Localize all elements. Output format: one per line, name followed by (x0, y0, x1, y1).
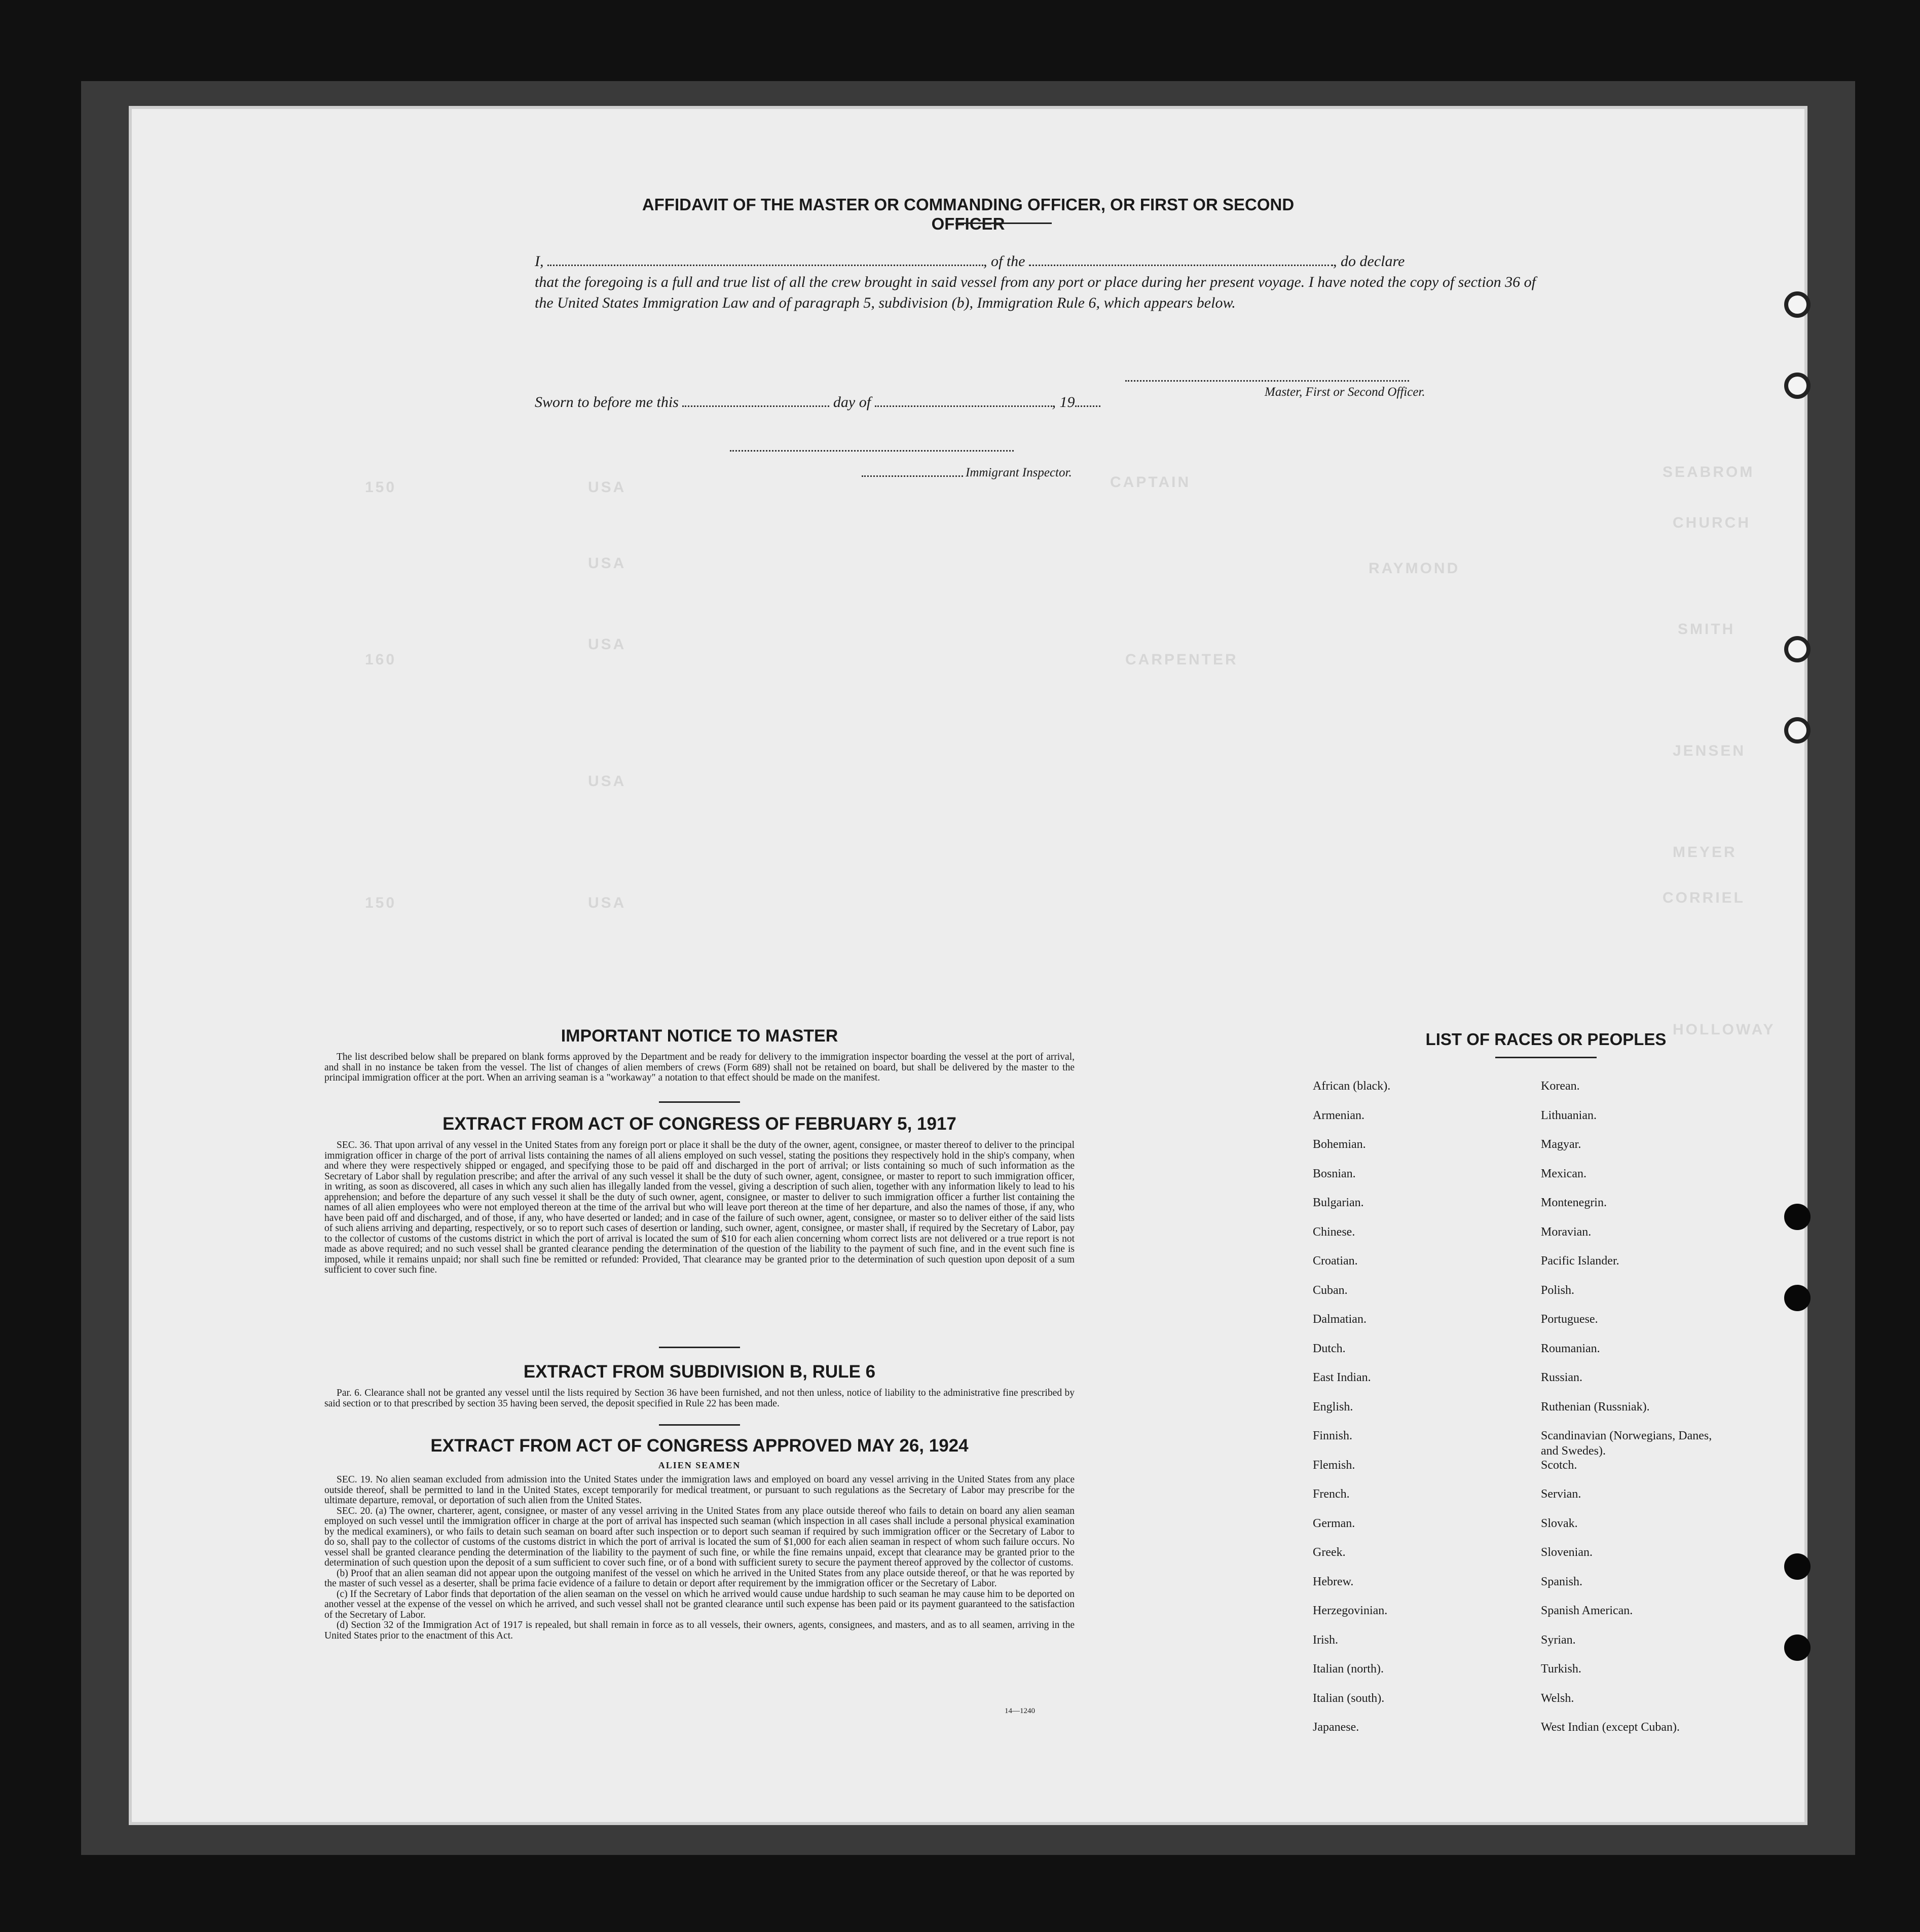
race-item: Dalmatian. (1313, 1313, 1367, 1326)
race-item: English. (1313, 1400, 1353, 1414)
race-item: Cuban. (1313, 1283, 1348, 1297)
race-item: Slovak. (1541, 1516, 1578, 1530)
sworn-month-field[interactable] (875, 395, 1052, 407)
race-item: Armenian. (1313, 1108, 1364, 1122)
notice-paragraph: The list described below shall be prepared on blank forms approved by the Department and be ready for delivery to the immigration inspector boarding the vessel at the port of arrival, and shall in no instance be taken from the vessel. The list of changes of alien members of crews (Form 689) shall not be retained on board, but shall be delivered by the master to the principal immigration officer at the port. When an arriving seaman is a "workaway" a notation to that effect should be made on the manifest. (324, 1052, 1075, 1083)
bleed-through-text: USA (588, 773, 626, 790)
bleed-through-text: 150 (365, 479, 397, 496)
race-item: Roumanian. (1541, 1342, 1600, 1355)
section-rule (659, 1347, 740, 1348)
sec-20d-paragraph: (d) Section 32 of the Immigration Act of 1917 is repealed, but shall remain in force as to all vessels, their owners, agents, consignees, and masters, and as to all seamen, arriving in the United States prior to the enactment of this Act. (324, 1620, 1075, 1641)
race-item: Welsh. (1541, 1691, 1574, 1705)
race-item: Magyar. (1541, 1138, 1581, 1151)
binder-hole (1784, 1285, 1811, 1311)
race-item: Finnish. (1313, 1429, 1353, 1442)
declarant-prefix: I, (535, 253, 544, 270)
bleed-through-text: SEABROM (1663, 464, 1755, 480)
race-item: Mexican. (1541, 1167, 1586, 1180)
race-item: Korean. (1541, 1080, 1580, 1093)
bleed-through-text: USA (588, 555, 626, 572)
bleed-through-text: CORRIEL (1663, 889, 1745, 906)
race-item: East Indian. (1313, 1371, 1371, 1384)
race-item: Italian (south). (1313, 1691, 1385, 1705)
race-item: Herzegovinian. (1313, 1604, 1388, 1617)
race-item: Moravian. (1541, 1225, 1592, 1239)
race-item: West Indian (except Cuban). (1541, 1721, 1680, 1734)
race-item: Spanish American. (1541, 1604, 1633, 1617)
race-item: Japanese. (1313, 1721, 1359, 1734)
extract-1917-title: EXTRACT FROM ACT OF CONGRESS OF FEBRUARY 5, 1917 (442, 1114, 956, 1134)
bleed-through-text: JENSEN (1673, 742, 1746, 759)
master-signature-line[interactable] (1125, 380, 1409, 382)
bleed-through-text: USA (588, 895, 626, 911)
bleed-through-text: HOLLOWAY (1673, 1021, 1776, 1038)
race-item: Scotch. (1541, 1458, 1577, 1472)
inspector-signature-label: Immigrant Inspector. (966, 466, 1072, 479)
race-item: Russian. (1541, 1371, 1583, 1384)
race-item: Lithuanian. (1541, 1108, 1597, 1122)
race-item: Chinese. (1313, 1225, 1355, 1239)
race-item: Montenegrin. (1541, 1196, 1607, 1209)
inspector-signature-line[interactable] (730, 450, 1014, 452)
sec-20a-paragraph: SEC. 20. (a) The owner, charterer, agent, consignee, or master of any vessel arriving in the United States from any place outside thereof who fails to detain on board any alien seaman employed on such vessel until the immigration officer in charge at the port of arrival has inspected such seaman (which inspection in all cases shall include a personal physical examination by the medical examiners), or who fails to detain such seaman on board after such inspection or to deport such seaman if required by such immigration officer or the Secretary of Labor to do so, shall pay to the collector of customs of the customs district in which the port of arrival is located the sum of $1,000 for each alien seaman in respect of whom such failure occurs. No vessel shall be granted clearance pending the determination of the liability to the payment of such fine, or while the fine remains unpaid, except that clearance may be granted prior to the determination of such question upon the deposit of a sum sufficient to cover such fine, or of a bond with sufficient surety to secure the payment thereof approved by the collector of customs. (324, 1505, 1075, 1568)
vessel-prefix: , of the (983, 253, 1025, 270)
race-item: Bosnian. (1313, 1167, 1356, 1180)
notice-title: IMPORTANT NOTICE TO MASTER (561, 1026, 838, 1046)
declaration-line (535, 251, 1538, 272)
race-item: German. (1313, 1516, 1355, 1530)
race-item: Hebrew. (1313, 1575, 1354, 1588)
title-rule (955, 222, 1052, 224)
sworn-year-prefix: , 19 (1052, 394, 1075, 411)
bleed-through-text: 160 (365, 651, 397, 668)
binder-hole (1784, 717, 1811, 744)
bleed-through-text: 150 (365, 895, 397, 911)
binder-hole (1784, 373, 1811, 399)
sworn-day-field[interactable] (682, 395, 829, 407)
bleed-through-text: MEYER (1673, 844, 1737, 861)
inspector-signature-line-2[interactable] (862, 475, 963, 477)
binder-hole (1784, 636, 1811, 662)
races-right-column (1541, 1079, 1723, 1749)
race-item: Greek. (1313, 1546, 1346, 1559)
bleed-through-text: USA (588, 479, 626, 496)
races-left-column (1313, 1079, 1390, 1749)
notice-text (324, 1052, 1075, 1084)
form-number: 14—1240 (1005, 1707, 1035, 1715)
race-item: Croatian. (1313, 1254, 1358, 1268)
race-item: Dutch. (1313, 1342, 1346, 1355)
sworn-year-field[interactable] (1075, 395, 1100, 407)
extract-rule6-title: EXTRACT FROM SUBDIVISION B, RULE 6 (523, 1362, 876, 1382)
race-item: Ruthenian (Russniak). (1541, 1400, 1650, 1414)
section-rule (659, 1424, 740, 1426)
bleed-through-text: USA (588, 636, 626, 653)
races-title: LIST OF RACES OR PEOPLES (1425, 1030, 1667, 1049)
vessel-name-field[interactable] (1029, 254, 1333, 266)
extract-rule6-text (324, 1388, 1075, 1409)
affidavit-title: AFFIDAVIT OF THE MASTER OR COMMANDING OFFICER, OR FIRST OR SECOND OFFICER (642, 195, 1295, 233)
binder-hole (1784, 1553, 1811, 1580)
race-item: Polish. (1541, 1283, 1575, 1297)
extract-1924-title: EXTRACT FROM ACT OF CONGRESS APPROVED MAY 26, 1924 (430, 1436, 969, 1456)
sec-20b-paragraph: (b) Proof that an alien seaman did not appear upon the outgoing manifest of the vessel on which he arrived in the United States from any place outside thereof, or that he was reported by the master of such vessel as a deserter, shall be prima facie evidence of a failure to detain or deport after requirement by the immigration officer or the Secretary of Labor. (324, 1568, 1075, 1589)
sec-19-paragraph: SEC. 19. No alien seaman excluded from admission into the United States under the immigration laws and employed on board any vessel arriving in the United States from any place outside thereof, shall be permitted to land in the United States, except temporarily for medical treatment, or pursuant to such regulations as the Secretary of Labor may prescribe for the ultimate departure, removal, or deportation of such alien from the United States. (324, 1474, 1075, 1506)
race-item: Flemish. (1313, 1458, 1355, 1472)
race-item: Syrian. (1541, 1633, 1576, 1647)
race-item: Scandinavian (Norwegians, Danes, and Swedes). (1541, 1429, 1712, 1458)
sworn-day-of: day of (833, 394, 871, 411)
extract-1917-text (324, 1140, 1075, 1276)
races-title-rule (1495, 1057, 1597, 1058)
alien-seamen-subtitle: ALIEN SEAMEN (658, 1460, 741, 1470)
sworn-prefix: Sworn to before me this (535, 394, 679, 411)
race-item: Servian. (1541, 1488, 1581, 1501)
binder-hole (1784, 1204, 1811, 1230)
affidavit-body: that the foregoing is a full and true list of all the crew brought in said vessel from any port or place during her present voyage. I have noted the copy of section 36 of the United States Immigration Law and of paragraph 5, subdivision (b), Immigration Rule 6, which appears below. (535, 274, 1536, 311)
race-item: Bulgarian. (1313, 1196, 1364, 1209)
race-item: Portuguese. (1541, 1313, 1598, 1326)
bleed-through-text: SMITH (1678, 621, 1736, 638)
race-item: Bohemian. (1313, 1138, 1366, 1151)
race-item: French. (1313, 1488, 1350, 1501)
sec-20c-paragraph: (c) If the Secretary of Labor finds that deportation of the alien seaman on the vessel on which he arrived would cause undue hardship to such seaman he may cause him to be deported on another vessel at the expense of the vessel on which he arrived, and such vessel shall not be granted clearance until such expense has been paid or its payment guaranteed to the satisfaction of the Secretary of Labor. (324, 1588, 1075, 1620)
section-36-paragraph: SEC. 36. That upon arrival of any vessel in the United States from any foreign port or place it shall be the duty of the owner, agent, consignee, or master thereof to deliver to the principal immigration officer in charge of the port of arrival lists containing the names of all aliens employed on such vessel, stating the positions they respectively hold in the ship's company, when and where they were respectively shipped or engaged, and specifying those to be paid off and discharged in the port of arrival; or lists containing so much of such information as the Secretary of Labor shall by regulation prescribe; and after the arrival of any such vessel it shall be the duty of such owner, agent, consignee, or master to report to such immigration officer, in writing, as soon as discovered, all cases in which any such alien has illegally landed from the vessel, giving a description of such alien, together with any information likely to lead to his apprehension; and before the departure of any such vessel it shall be the duty of such owner, agent, consignee, or master to deliver to such immigration officer a further list containing the names of all alien employees who were not employed thereon at the time of the arrival but who will leave port thereon at the time of her departure, and also the names of those, if any, who have been paid off and discharged, and of those, if any, who have deserted or landed; and in case of the failure of such owner, agent, consignee, or master so to deliver either of the said lists of such aliens arriving and departing, respectively, or so to report such cases of desertion or landing, such owner, agent, consignee, or master shall, if required by the Secretary of Labor, pay to the collector of customs of the customs district in which the port of arrival is located the sum of $10 for each alien concerning whom correct lists are not delivered or a true report is not made as above required; and no such vessel shall be granted clearance pending the determination of the question of the liability to the payment of such fine, and in the event such fine is imposed, while it remains unpaid; nor shall such fine be remitted or refunded: Provided, That clearance may be granted prior to the determination of such question upon deposit of a sum sufficient to cover such fine. (324, 1140, 1075, 1275)
race-item: Slovenian. (1541, 1546, 1593, 1559)
master-signature-label: Master, First or Second Officer. (1265, 385, 1425, 399)
binder-hole (1784, 291, 1811, 318)
rule6-paragraph: Par. 6. Clearance shall not be granted any vessel until the lists required by Section 36 have been furnished, and not then unless, notice of liability to the administrative fine prescribed by said section or to that prescribed by section 35 having been served, the deposit specified in Rule 22 has been made. (324, 1388, 1075, 1409)
race-item: Spanish. (1541, 1575, 1583, 1588)
binder-hole (1784, 1634, 1811, 1661)
bleed-through-text: RAYMOND (1369, 560, 1460, 577)
sworn-line (535, 392, 1538, 413)
race-item: Turkish. (1541, 1662, 1581, 1676)
form-page (132, 109, 1804, 1822)
bleed-through-text: CHURCH (1673, 514, 1751, 531)
extract-1924-text (324, 1475, 1075, 1641)
bleed-through-text: CARPENTER (1125, 651, 1238, 668)
section-rule (659, 1101, 740, 1103)
race-item: Italian (north). (1313, 1662, 1384, 1676)
declarant-name-field[interactable] (547, 254, 983, 266)
race-item: Irish. (1313, 1633, 1338, 1647)
bleed-through-text: CAPTAIN (1110, 474, 1191, 491)
declare-suffix: , do declare (1333, 253, 1405, 270)
affidavit-text (535, 251, 1538, 313)
race-item: Pacific Islander. (1541, 1254, 1619, 1268)
race-item: African (black). (1313, 1080, 1391, 1093)
